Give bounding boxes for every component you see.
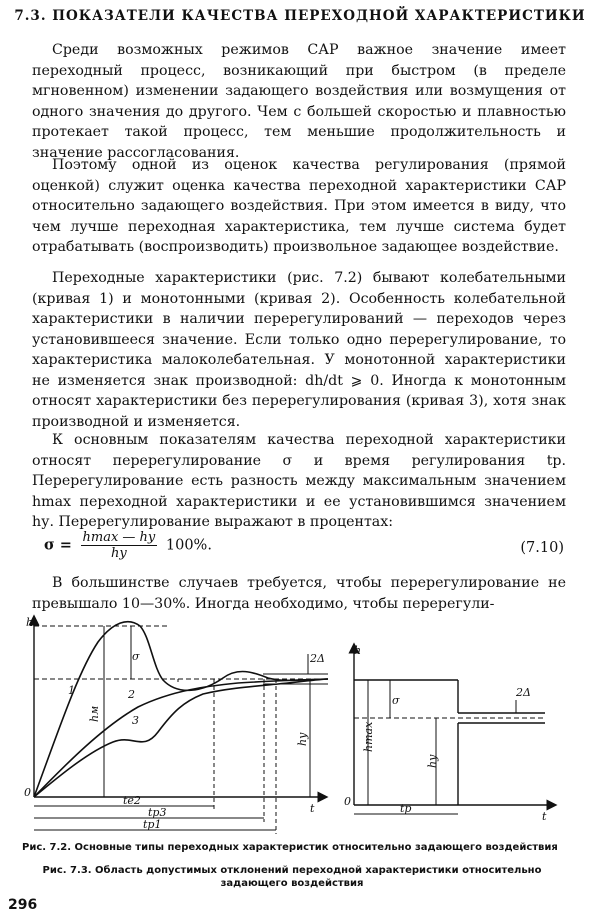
curve-1-label: 1	[68, 684, 75, 697]
curve-2-label: 2	[128, 688, 135, 701]
curve-3	[34, 679, 328, 797]
section-heading: 7.3. ПОКАЗАТЕЛИ КАЧЕСТВА ПЕРЕХОДНОЙ ХАРАКТЕРИСТИКИ	[14, 8, 586, 24]
sigma-label: σ	[132, 650, 140, 663]
tp-label: tp	[400, 802, 412, 815]
paragraph-5: В большинстве случаев требуется, чтобы перерегулирование не превышало 10—30%. Иногда необходимо, чтобы перерегули-	[32, 575, 566, 612]
figure-7-2	[18, 612, 338, 838]
curve-1	[34, 622, 328, 797]
sigma-2-label: σ	[392, 694, 400, 707]
equation-number: (7.10)	[520, 540, 564, 556]
t-p3-label: tр3	[148, 806, 167, 819]
hm-label: hм	[88, 705, 101, 722]
curve-2	[34, 679, 328, 797]
hy-label: hy	[296, 732, 309, 746]
t-axis-label: t	[310, 802, 315, 815]
hmax-label: hmax	[362, 721, 375, 752]
formula-numerator: hmax — hy	[82, 530, 156, 545]
hy-2-label: hy	[426, 754, 439, 768]
formula-fraction	[81, 530, 158, 561]
curve-3-label: 3	[132, 714, 139, 727]
paragraph-2: Поэтому одной из оценок качества регулирования (прямой оценкой) служит оценка качества переходной характеристики САР относительно задающего воздействия. При этом имеется в виду, что чем лучше переходная характеристика, тем лучше система будет отрабатывать (воспроизводить) произвольное задающее воздействие.	[32, 157, 566, 255]
origin-label: 0	[24, 786, 31, 799]
t-e2-label: tе2	[123, 794, 141, 807]
formula-suffix: 100%.	[165, 537, 212, 554]
origin-2-label: 0	[344, 795, 351, 808]
formula-lhs: σ =	[44, 536, 72, 554]
caption-fig-7-2: Рис. 7.2. Основные типы переходных характеристик относительно задающего воздействия	[22, 842, 558, 853]
caption-fig-7-3: Рис. 7.3. Область допустимых отклонений переходной характеристики относительно задающего воздействия	[42, 865, 542, 889]
paragraph-3: Переходные характеристики (рис. 7.2) бывают колебательными (кривая 1) и монотонными (кривая 2). Особенность колебательной характеристики в наличии перерегулирований — переходов через установившееся значение. Если только одно перерегулирование, то характеристика малоколебательная. У монотонной характеристики не изменяется знак производной: dh/dt ⩾ 0. Иногда к монотонным относят характеристики без перерегулирования (кривая 3), хотя знак производной и изменяется.	[32, 270, 566, 430]
two-delta-2-label: 2Δ	[516, 686, 531, 699]
figure-7-3	[340, 640, 560, 825]
h-axis-label: h	[26, 616, 34, 629]
t-p1-label: tр1	[143, 818, 162, 831]
paragraph-1: Среди возможных режимов САР важное значение имеет переходный процесс, возникающий при быстром (в пределе мгновенном) изменении задающего воздействия или возмущения от одного значения до другого. Чем с большей скоростью и плавностью протекает такой процесс, тем меньшие продолжительность и значение рассогласования.	[32, 42, 566, 161]
paragraph-4: К основным показателям качества переходной характеристики относят перерегулирование σ и время регулирования tр. Перерегулирование есть разность между максимальным значением hmax переходной характеристики и ее установившимся значением hу. Перерегулирование выражают в процентах:	[32, 432, 566, 530]
t-axis-2-label: t	[542, 810, 547, 823]
h-axis-2-label: h	[354, 644, 362, 657]
two-delta-label: 2Δ	[310, 652, 325, 665]
page-number: 296	[8, 897, 38, 913]
formula-denominator: hy	[111, 546, 127, 561]
formula-7-10	[44, 530, 564, 570]
